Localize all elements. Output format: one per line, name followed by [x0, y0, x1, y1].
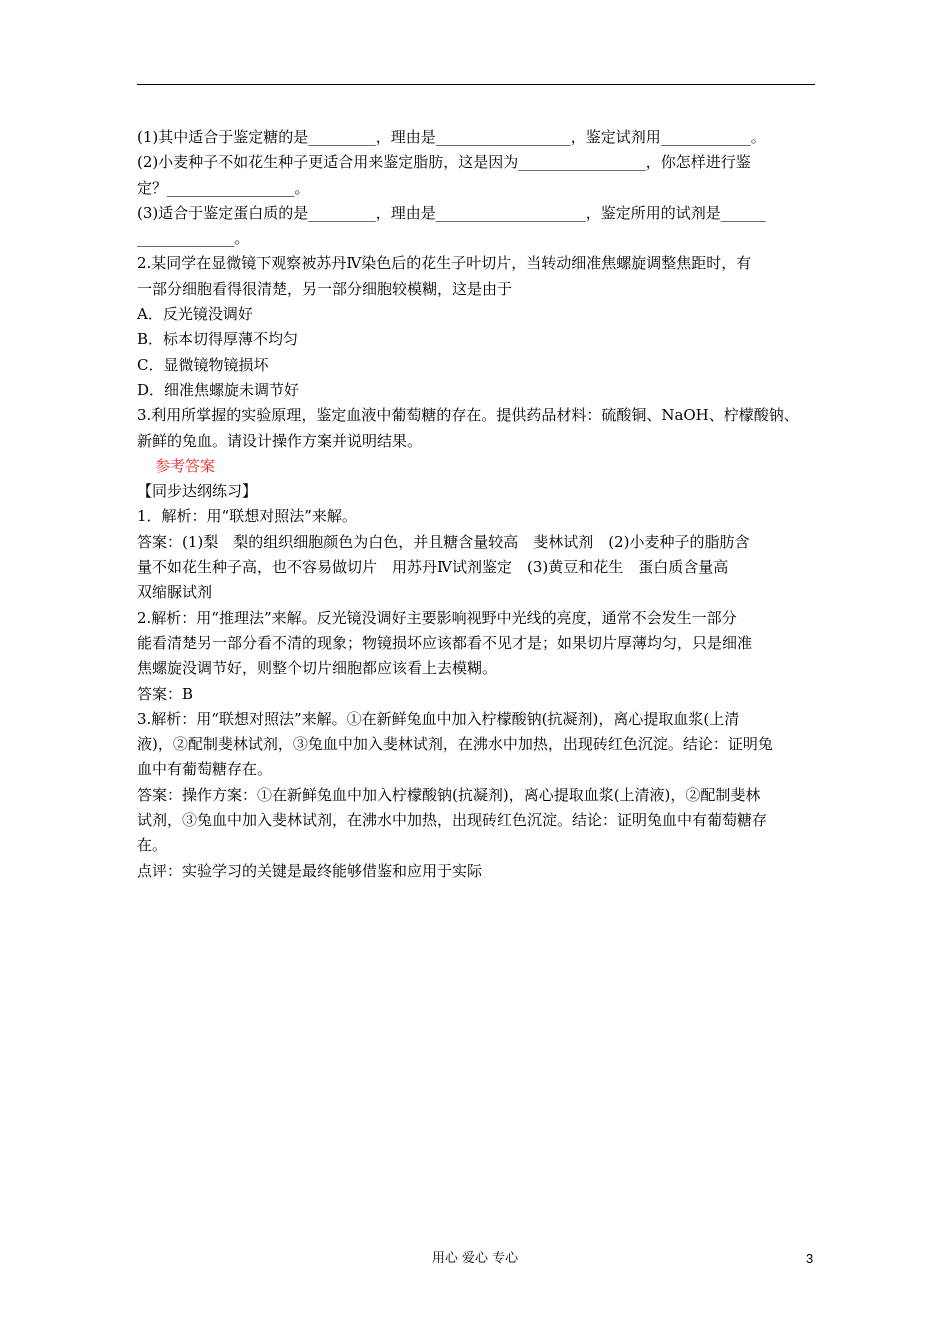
- q2-option-d: D．细准焦螺旋未调节好: [137, 380, 300, 399]
- page-body: [137, 125, 815, 884]
- a3-answer: 答案：操作方案：①在新鲜兔血中加入柠檬酸钠(抗凝剂)，离心提取血浆(上清液)，②配制斐林: [137, 785, 761, 804]
- a1-answer: 答案：(1)梨 梨的组织细胞颜色为白色，并且糖含量较高 斐林试剂 (2)小麦种子的脂肪含: [137, 532, 750, 551]
- a3-analysis-cont2: 血中有葡萄糖存在。: [137, 760, 273, 779]
- q1-sub3-cont: _____________。: [137, 229, 250, 248]
- a1-answer-cont2: 双缩脲试剂: [137, 583, 213, 602]
- footer-motto: 用心 爱心 专心: [431, 1251, 519, 1266]
- a3-analysis: 3.解析：用“联想对照法”来解。①在新鲜兔血中加入柠檬酸钠(抗凝剂)，离心提取血浆(上清: [137, 709, 740, 728]
- a2-analysis-cont2: 焦螺旋没调节好，则整个切片细胞都应该看上去模糊。: [137, 659, 498, 678]
- a1-answer-cont1: 量不如花生种子高，也不容易做切片 用苏丹Ⅳ试剂鉴定 (3)黄豆和花生 蛋白质含量高: [137, 558, 729, 577]
- q1-sub2-cont: 定？_________________。: [137, 178, 310, 197]
- q2-option-a: A．反光镜没调好: [137, 305, 253, 324]
- section-title: 【同步达纲练习】: [137, 482, 258, 501]
- header-rule: [137, 84, 815, 85]
- q1-sub1: (1)其中适合于鉴定糖的是_________，理由是__________________，鉴定试剂用____________。: [137, 128, 766, 146]
- q2-option-c: C．显微镜物镜损坏: [137, 355, 269, 374]
- a3-answer-cont1: 试剂，③兔血中加入斐林试剂，在沸水中加热，出现砖红色沉淀。结论：证明兔血中有葡萄糖存: [137, 811, 768, 830]
- q3-stem: 3.利用所掌握的实验原理，鉴定血液中葡萄糖的存在。提供药品材料：硫酸铜、NaOH、柠檬酸钠、: [137, 406, 799, 425]
- page-number: 3: [806, 1251, 814, 1266]
- comment: 点评：实验学习的关键是最终能够借鉴和应用于实际: [137, 861, 483, 880]
- q2-stem-cont: 一部分细胞看得很清楚，另一部分细胞较模糊，这是由于: [137, 279, 513, 298]
- q2-option-b: B．标本切得厚薄不均匀: [137, 330, 299, 349]
- a1-analysis: 1．解析：用“联想对照法”来解。: [137, 507, 357, 526]
- a2-analysis-cont1: 能看清楚另一部分看不清的现象；物镜损坏应该都看不见才是；如果切片厚薄均匀，只是细准: [137, 633, 753, 652]
- q2-stem: 2.某同学在显微镜下观察被苏丹Ⅳ染色后的花生子叶切片，当转动细准焦螺旋调整焦距时，有: [137, 254, 752, 273]
- q1-sub2: (2)小麦种子不如花生种子更适合用来鉴定脂肪，这是因为_________________，你怎样进行鉴: [137, 153, 751, 172]
- a2-answer: 答案：B: [137, 684, 194, 703]
- q1-sub3: (3)适合于鉴定蛋白质的是_________，理由是____________________，鉴定所用的试剂是______: [137, 203, 766, 222]
- a3-analysis-cont1: 液)，②配制斐林试剂，③兔血中加入斐林试剂，在沸水中加热，出现砖红色沉淀。结论：证明兔: [137, 735, 773, 754]
- answer-heading: 参考答案: [155, 456, 216, 475]
- q3-stem-cont: 新鲜的兔血。请设计操作方案并说明结果。: [137, 431, 423, 450]
- a2-analysis: 2.解析：用“推理法”来解。反光镜没调好主要影响视野中光线的亮度，通常不会发生一部分: [137, 608, 737, 627]
- a3-answer-cont2: 在。: [137, 836, 168, 855]
